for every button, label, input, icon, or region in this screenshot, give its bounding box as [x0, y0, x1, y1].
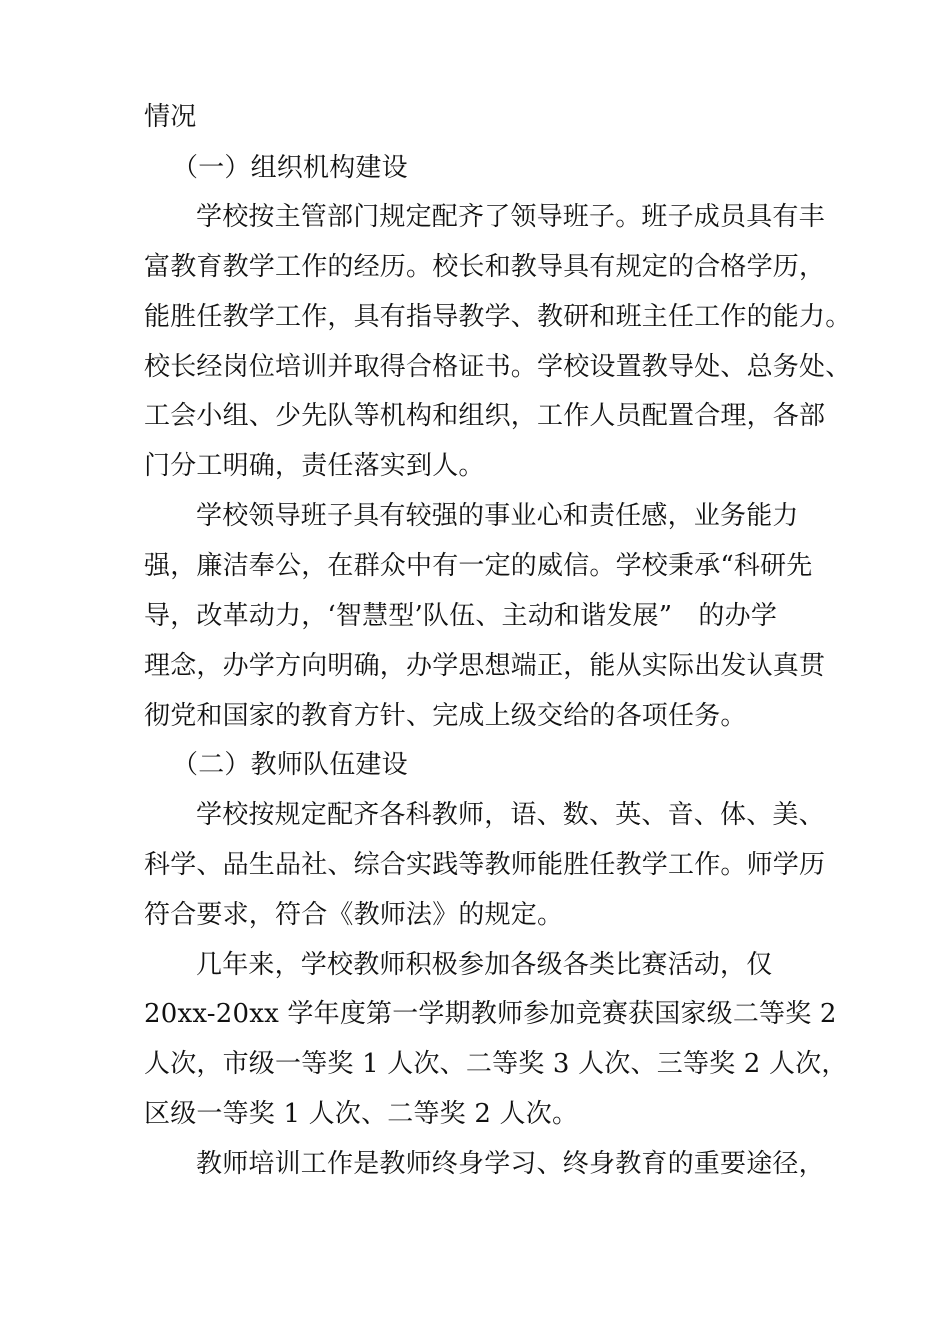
text-line: 门分工明确，责任落实到人。 [144, 451, 485, 481]
text-line: 工会小组、少先队等机构和组织，工作人员配置合理，各部 [144, 401, 826, 431]
text-line: 符合要求，符合《教师法》的规定。 [144, 900, 564, 930]
text-line: 情况 [144, 102, 197, 132]
text-line: 区级一等奖 1 人次、二等奖 2 人次。 [144, 1099, 579, 1129]
text-line: 强，廉洁奉公，在群众中有一定的威信。学校秉承“科研先 [144, 551, 813, 581]
text-line: 学校按主管部门规定配齐了领导班子。班子成员具有丰 [196, 202, 825, 232]
text-line: 教师培训工作是教师终身学习、终身教育的重要途径， [196, 1149, 825, 1179]
text-line: 人次，市级一等奖 1 人次、二等奖 3 人次、三等奖 2 人次， [144, 1049, 848, 1079]
text-line: 学校按规定配齐各科教师，语、数、英、音、体、美、 [196, 800, 825, 830]
text-line: 几年来，学校教师积极参加各级各类比赛活动，仅 [196, 950, 773, 980]
text-line: 20xx-20xx 学年度第一学期教师参加竞赛获国家级二等奖 2 [144, 999, 837, 1029]
text-line: 校长经岗位培训并取得合格证书。学校设置教导处、总务处、 [144, 352, 852, 382]
section-heading: （一）组织机构建设 [172, 153, 408, 183]
text-line: 彻党和国家的教育方针、完成上级交给的各项任务。 [144, 701, 747, 731]
text-line: 科学、品生品社、综合实践等教师能胜任教学工作。师学历 [144, 850, 826, 880]
text-line: 能胜任教学工作，具有指导教学、教研和班主任工作的能力。 [144, 302, 852, 332]
section-heading: （二）教师队伍建设 [172, 750, 408, 780]
text-line: 学校领导班子具有较强的事业心和责任感，业务能力 [196, 501, 799, 531]
text-line: 富教育教学工作的经历。校长和教导具有规定的合格学历， [144, 252, 826, 282]
text-line: 理念，办学方向明确，办学思想端正，能从实际出发认真贯 [144, 651, 826, 681]
text-line: 导，改革动力，‘智慧型’队伍、主动和谐发展” 的办学 [144, 601, 778, 631]
